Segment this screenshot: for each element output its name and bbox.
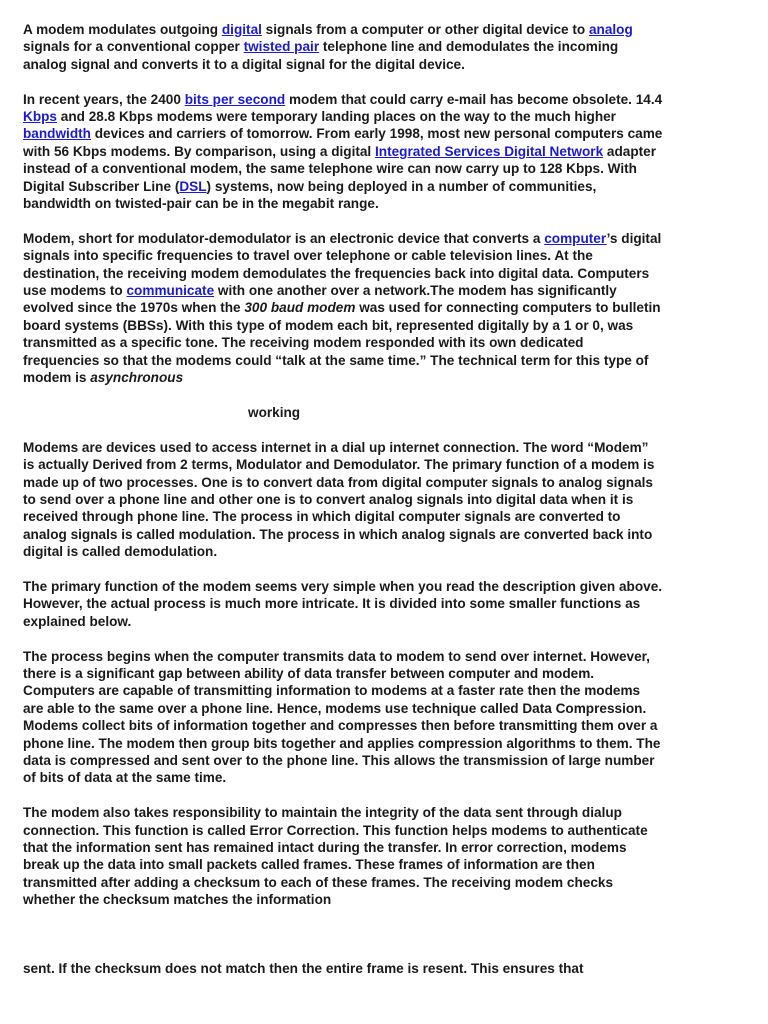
text: ) systems, now being deployed in a number of communities, bandwidth on twisted-pair can be in the megabit range.	[23, 178, 597, 212]
text: telephone line and demodulates the incoming analog signal and converts it to a digital signal for the digital device.	[23, 39, 619, 72]
link-twisted-pair[interactable]: twisted pair	[243, 39, 320, 55]
link-analog[interactable]: analog	[588, 22, 633, 37]
paragraph-compression: The process begins when the computer transmits data to modem to send over internet. However, there is a significant gap between ability of data transfer between computer and modem. Computers are capable of transmitting information to modems at a faster rate then the modems are able to the same over a phone line. Hence, modems use technique called Data Compression. Modems collect bits of information together and compresses then before transmitting them over a phone line. The modem then group bits together and applies compression algorithms to them. The data is compressed and sent over to the phone line. This allows the transmission of large number of bits of data at the same time.	[23, 648, 661, 786]
text: A modem modulates outgoing	[23, 22, 222, 37]
paragraph-modems: Modems are devices used to access internet in a dial up internet connection. The word “Modem” is actually Derived from 2 terms, Modulator and Demodulator. The primary function of a modem is made up of two processes. One is to convert data from digital computer signals to analog signals to send over a phone line and other one is to convert analog signals into digital data when it is received through phone line. The process in which digital computer signals are converted to analog signals is called modulation. The process in which analog signals are converted back into digital is called demodulation.	[23, 439, 655, 560]
text: modem that could carry e-mail has become obsolete. 14.4	[285, 91, 663, 107]
paragraph-continued: sent. If the checksum does not match then the entire frame is resent. This ensures that	[23, 961, 584, 976]
text: was used for connecting computers to bulletin board systems (BBSs). With this type of modem each bit, represented digitally by a 1 or 0, was transmitted as a specific tone. The receiving modem responded with its own dedicated frequencies so that the modems could “talk at the same time.” The technical term for this type of modem is	[23, 300, 661, 386]
document-body	[23, 21, 663, 995]
link-communicate[interactable]: communicate	[126, 283, 215, 299]
paragraph-history	[23, 91, 663, 213]
link-bandwidth[interactable]: bandwidth	[23, 126, 91, 142]
italic-term: asynchronous	[90, 370, 184, 386]
text: ’s digital signals into specific frequencies to travel over telephone or cable television lines. At the destination, the receiving modem demodulates the frequencies back into digital data. Computers use modems to	[23, 230, 662, 299]
text: signals for a conventional copper	[23, 39, 244, 55]
text: and 28.8 Kbps modems were temporary landing places on the way to the much higher	[56, 109, 616, 125]
link-isdn[interactable]: Integrated Services Digital Network	[375, 143, 604, 159]
link-digital[interactable]: digital	[221, 22, 262, 37]
section-heading: working	[248, 404, 301, 420]
link-kbps[interactable]: Kbps	[23, 109, 57, 125]
link-dsl[interactable]: DSL	[179, 178, 207, 194]
link-bits-per-second[interactable]: bits per second	[184, 91, 286, 107]
text: signals from a computer or other digital device to	[261, 22, 589, 37]
text: with one another over a network.The modem has significantly evolved since the 1970s when the	[23, 283, 617, 316]
text: Modem, short for modulator-demodulator is an electronic device that converts a	[23, 230, 545, 246]
paragraph-primary-function: The primary function of the modem seems very simple when you read the description given above. However, the actual process is much more intricate. It is divided into some smaller functions as explained below.	[23, 578, 663, 629]
text: In recent years, the 2400	[23, 91, 185, 107]
link-computer[interactable]: computer	[544, 230, 607, 246]
paragraph-error-correction: The modem also takes responsibility to maintain the integrity of the data sent through dialup connection. This function is called Error Correction. This function helps modems to authenticate that the information sent has remained intact during the transfer. In error correction, modems break up the data into small packets called frames. These frames of information are then transmitted after adding a checksum to each of these frames. The receiving modem checks whether the checksum matches the information	[23, 805, 648, 908]
text: devices and carriers of tomorrow. From early 1998, most new personal computers came with 56 Kbps modems. By comparison, using a digital	[23, 126, 663, 159]
italic-term: 300 baud modem	[244, 300, 356, 316]
paragraph-definition	[23, 230, 663, 387]
page-gap	[23, 926, 663, 960]
text: adapter instead of a conventional modem, the same telephone wire can now carry up to 128 Kbps. With Digital Subscriber Line (	[23, 143, 657, 194]
paragraph-intro	[23, 21, 663, 73]
